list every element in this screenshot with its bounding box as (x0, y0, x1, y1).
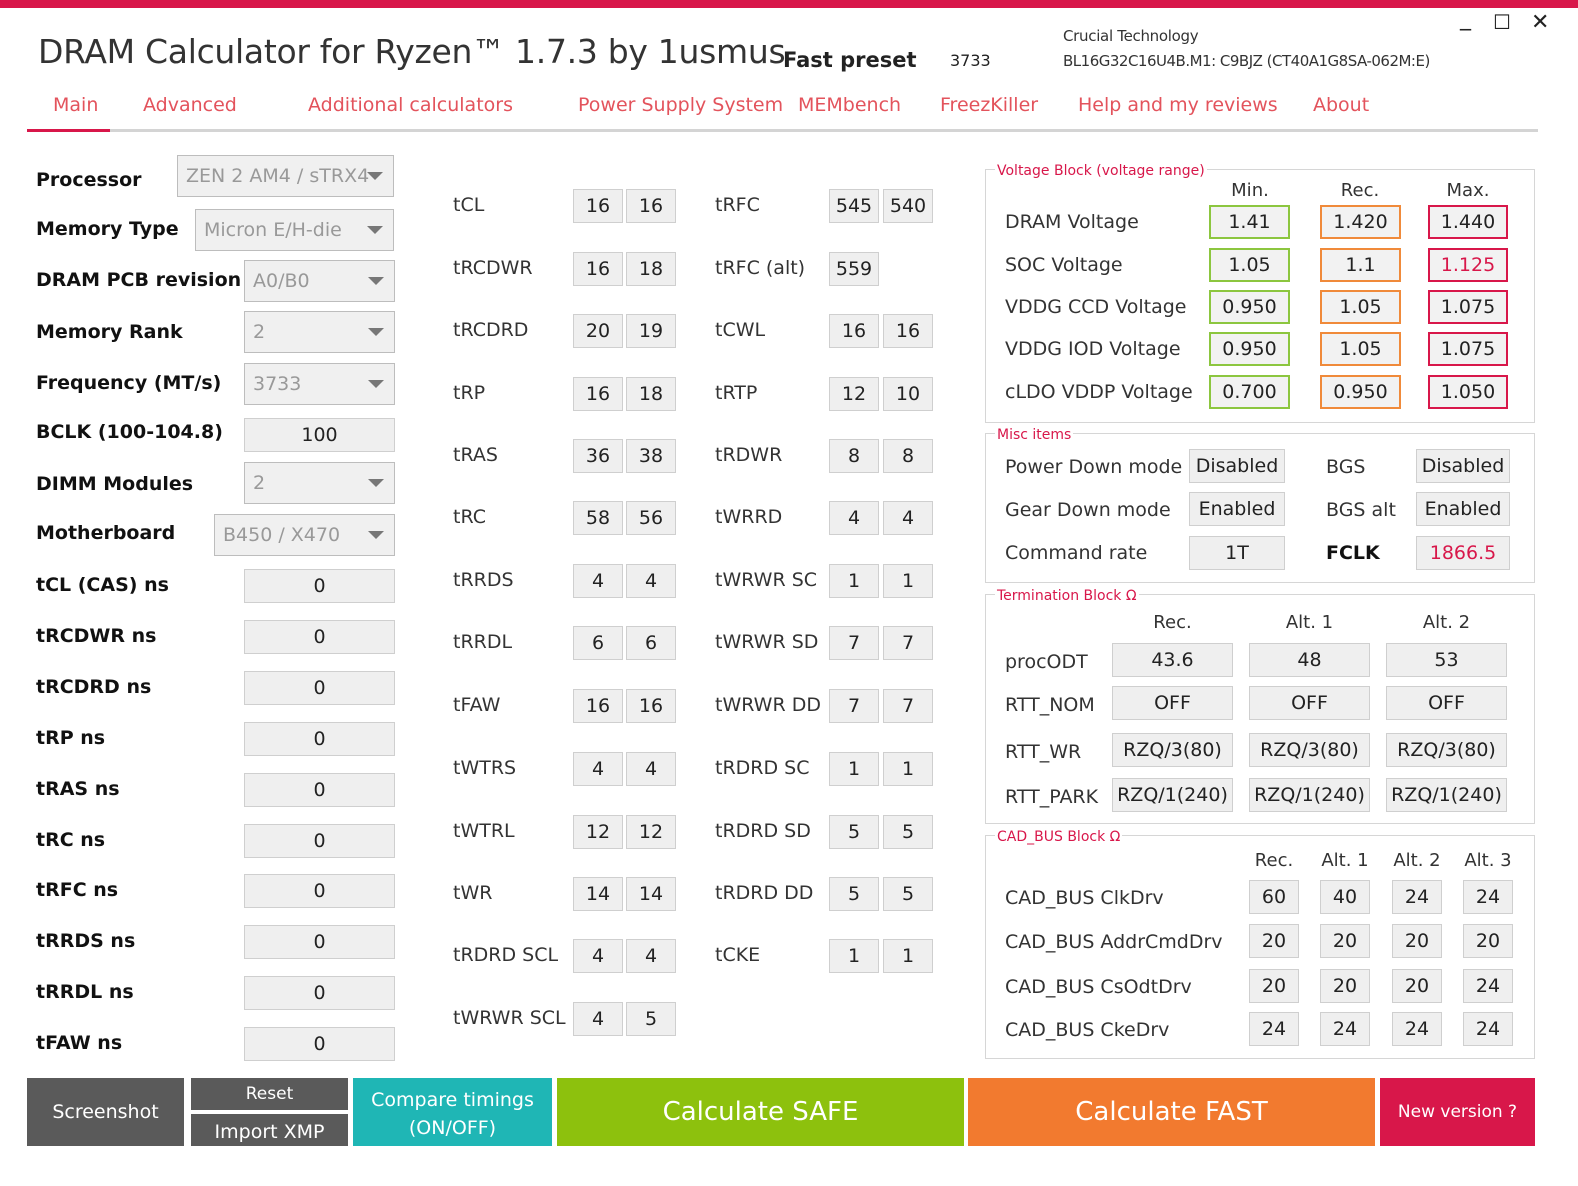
cad-bus-ckedrv-value-1: 24 (1320, 1012, 1370, 1046)
timing-label-twr: tWR (453, 882, 493, 904)
cadbus-block-title: CAD_BUS Block Ω (997, 829, 1121, 845)
timing-value-twrwr-sd-a[interactable]: 7 (829, 626, 879, 660)
timing-value-trdrd-sd-b[interactable]: 5 (883, 815, 933, 849)
processor-select[interactable] (177, 155, 394, 197)
timing-value-trdwr-a[interactable]: 8 (829, 439, 879, 473)
timing-value-tcke-a[interactable]: 1 (829, 939, 879, 973)
voltage-block-title: Voltage Block (voltage range) (997, 163, 1205, 179)
rtt-wr-label: RTT_WR (1005, 741, 1082, 763)
gear-down-label: Gear Down mode (1005, 499, 1171, 521)
timing-value-trc-b[interactable]: 56 (626, 501, 676, 535)
cadbus-header-rec: Rec. (1254, 850, 1294, 871)
timing-value-twrwr-scl-a[interactable]: 4 (573, 1002, 623, 1036)
timing-value-trcdwr-a[interactable]: 16 (573, 252, 623, 286)
vddg-iod-voltage-min: 0.950 (1209, 332, 1290, 366)
cad-bus-csodtdrv-label: CAD_BUS CsOdtDrv (1005, 976, 1192, 998)
close-button[interactable]: ✕ (1531, 10, 1550, 35)
dimm-modules-select[interactable] (244, 462, 395, 504)
rtt-park-value-1: RZQ/1(240) (1249, 778, 1370, 812)
memory-type-label: Memory Type (36, 218, 179, 240)
timing-value-trfc-a[interactable]: 545 (829, 189, 879, 223)
timing-value-trcdrd-b[interactable]: 19 (626, 314, 676, 348)
timing-value-tras-a[interactable]: 36 (573, 439, 623, 473)
timing-value-trrds-a[interactable]: 4 (573, 564, 623, 598)
timing-value-trrdl-a[interactable]: 6 (573, 626, 623, 660)
timing-label-tcl: tCL (453, 194, 485, 216)
memory-rank-value: 2 (253, 321, 266, 343)
timing-value-twrwr-sd-b[interactable]: 7 (883, 626, 933, 660)
tab-help-reviews[interactable]: Help and my reviews (1078, 94, 1278, 116)
timing-value-twrwr-dd-b[interactable]: 7 (883, 689, 933, 723)
app-title: DRAM Calculator for Ryzen™ 1.7.3 by 1usmus (38, 32, 786, 71)
voltage-header-min: Min. (1231, 180, 1269, 201)
termination-header-alt1: Alt. 1 (1285, 612, 1334, 633)
timing-value-trcdrd-a[interactable]: 20 (573, 314, 623, 348)
cad-bus-clkdrv-value-0: 60 (1249, 880, 1299, 914)
timing-value-trdrd-sd-a[interactable]: 5 (829, 815, 879, 849)
compare-timings-button[interactable] (353, 1078, 552, 1146)
memory-type-value: Micron E/H-die (204, 219, 342, 241)
cldo-vddp-voltage-rec: 0.950 (1320, 375, 1401, 409)
cad-bus-addrcmddrv-label: CAD_BUS AddrCmdDrv (1005, 931, 1223, 953)
tab-additional-calculators[interactable]: Additional calculators (308, 94, 513, 116)
timing-value-trtp-b[interactable]: 10 (883, 377, 933, 411)
timing-label-twrwr-sc: tWRWR SC (715, 569, 818, 591)
compare-timings-label: Compare timings (371, 1089, 534, 1111)
timing-value-tfaw-a[interactable]: 16 (573, 689, 623, 723)
timing-value-twrrd-a[interactable]: 4 (829, 501, 879, 535)
cldo-vddp-voltage-label: cLDO VDDP Voltage (1005, 381, 1193, 403)
timing-value-trdrd-dd-b[interactable]: 5 (883, 877, 933, 911)
processor-label: Processor (36, 169, 142, 191)
tab-freezkiller[interactable]: FreezKiller (940, 94, 1039, 116)
tras-ns-label: tRAS ns (36, 778, 120, 800)
timing-value-tras-b[interactable]: 38 (626, 439, 676, 473)
timing-value-trfc-b[interactable]: 540 (883, 189, 933, 223)
timing-value-twtrl-b[interactable]: 12 (626, 815, 676, 849)
soc-voltage-label: SOC Voltage (1005, 254, 1123, 276)
cad-bus-addrcmddrv-value-1: 20 (1320, 924, 1370, 958)
tab-advanced[interactable]: Advanced (143, 94, 237, 116)
timing-value-twtrs-b[interactable]: 4 (626, 752, 676, 786)
pcb-revision-value: A0/B0 (253, 270, 310, 292)
timing-label-twtrs: tWTRS (453, 757, 517, 779)
timing-value-trc-a[interactable]: 58 (573, 501, 623, 535)
minimize-button[interactable]: _ (1460, 6, 1471, 31)
chevron-down-icon (368, 277, 384, 285)
fclk-label: FCLK (1326, 542, 1380, 564)
motherboard-select[interactable] (214, 514, 395, 556)
trcdwr-ns-label: tRCDWR ns (36, 625, 157, 647)
cad-bus-ckedrv-value-2: 24 (1392, 1012, 1442, 1046)
timing-value-trtp-a[interactable]: 12 (829, 377, 879, 411)
trc-ns-label: tRC ns (36, 829, 106, 851)
frequency-value: 3733 (253, 373, 302, 395)
timing-label-trdrd-sd: tRDRD SD (715, 820, 811, 842)
cad-bus-clkdrv-label: CAD_BUS ClkDrv (1005, 887, 1164, 909)
trrds-ns-input[interactable]: 0 (244, 925, 395, 959)
trc-ns-input[interactable]: 0 (244, 824, 395, 858)
rtt-nom-value-1: OFF (1249, 686, 1370, 720)
timing-label-trdrd-dd: tRDRD DD (715, 882, 814, 904)
memory-rank-label: Memory Rank (36, 321, 183, 343)
cadbus-header-alt2: Alt. 2 (1393, 850, 1441, 871)
timing-label-tras: tRAS (453, 444, 498, 466)
vddg-iod-voltage-max: 1.075 (1428, 332, 1508, 366)
cad-bus-ckedrv-value-3: 24 (1463, 1012, 1513, 1046)
timing-value-twtrl-a[interactable]: 12 (573, 815, 623, 849)
timing-label-trcdrd: tRCDRD (453, 319, 529, 341)
dram-voltage-label: DRAM Voltage (1005, 211, 1139, 233)
gear-down-value: Enabled (1189, 492, 1285, 526)
rtt-wr-value-0: RZQ/3(80) (1112, 733, 1233, 767)
vddg-ccd-voltage-label: VDDG CCD Voltage (1005, 296, 1187, 318)
chevron-down-icon (368, 479, 384, 487)
compare-timings-sublabel: (ON/OFF) (408, 1117, 497, 1139)
trfc-ns-label: tRFC ns (36, 879, 119, 901)
cldo-vddp-voltage-max: 1.050 (1428, 375, 1508, 409)
dram-voltage-min: 1.41 (1209, 205, 1290, 239)
timing-value-trcdwr-b[interactable]: 18 (626, 252, 676, 286)
timing-value-trdrd-scl-b[interactable]: 4 (626, 939, 676, 973)
timing-label-trrdl: tRRDL (453, 631, 513, 653)
timing-value-tcwl-b[interactable]: 16 (883, 314, 933, 348)
procodt-value-2: 53 (1386, 643, 1507, 677)
vddg-ccd-voltage-min: 0.950 (1209, 290, 1290, 324)
timing-label-trc: tRC (453, 506, 486, 528)
timing-label-trdwr: tRDWR (715, 444, 783, 466)
timing-value-twrwr-sc-a[interactable]: 1 (829, 564, 879, 598)
motherboard-label: Motherboard (36, 522, 176, 544)
tab-main[interactable]: Main (53, 94, 99, 116)
active-tab-indicator (27, 129, 110, 132)
trfc-ns-input[interactable]: 0 (244, 874, 395, 908)
reset-button[interactable]: Reset (191, 1078, 348, 1110)
bgs-alt-label: BGS alt (1326, 499, 1396, 521)
dimm-modules-value: 2 (253, 472, 266, 494)
cad-bus-ckedrv-label: CAD_BUS CkeDrv (1005, 1019, 1170, 1041)
timing-value-twrwr-dd-a[interactable]: 7 (829, 689, 879, 723)
trcdwr-ns-input[interactable]: 0 (244, 620, 395, 654)
timing-value-trp-b[interactable]: 18 (626, 377, 676, 411)
timing-value-twtrs-a[interactable]: 4 (573, 752, 623, 786)
rtt-nom-value-0: OFF (1112, 686, 1233, 720)
vddg-ccd-voltage-max: 1.075 (1428, 290, 1508, 324)
bgs-label: BGS (1326, 456, 1366, 478)
screenshot-button[interactable]: Screenshot (27, 1078, 184, 1146)
chevron-down-icon (368, 328, 384, 336)
rtt-nom-value-2: OFF (1386, 686, 1507, 720)
timing-value-twr-a[interactable]: 14 (573, 877, 623, 911)
timing-value-twr-b[interactable]: 14 (626, 877, 676, 911)
timing-value-tfaw-b[interactable]: 16 (626, 689, 676, 723)
tab-power-supply-system[interactable]: Power Supply System (578, 94, 784, 116)
menu-divider (27, 129, 1538, 132)
timing-label-twrwr-scl: tWRWR SCL (453, 1007, 566, 1029)
memory-vendor: Crucial Technology (1063, 27, 1199, 45)
trrds-ns-label: tRRDS ns (36, 930, 136, 952)
preset-label: Fast preset (783, 48, 917, 72)
timing-value-trdwr-b[interactable]: 8 (883, 439, 933, 473)
import-xmp-button[interactable]: Import XMP (191, 1114, 348, 1146)
new-version-button[interactable]: New version ? (1380, 1078, 1535, 1146)
cad-bus-csodtdrv-value-2: 20 (1392, 969, 1442, 1003)
cad-bus-addrcmddrv-value-0: 20 (1249, 924, 1299, 958)
rtt-park-label: RTT_PARK (1005, 786, 1099, 808)
timing-value-trdrd-sc-b[interactable]: 1 (883, 752, 933, 786)
tfaw-ns-input[interactable]: 0 (244, 1027, 395, 1061)
termination-header-alt2: Alt. 2 (1422, 612, 1471, 633)
timing-value-trdrd-sc-a[interactable]: 1 (829, 752, 879, 786)
cad-bus-ckedrv-value-0: 24 (1249, 1012, 1299, 1046)
timing-value-trrdl-b[interactable]: 6 (626, 626, 676, 660)
rtt-park-value-0: RZQ/1(240) (1112, 778, 1233, 812)
memory-rank-select[interactable] (244, 311, 395, 353)
dimm-modules-label: DIMM Modules (36, 473, 194, 495)
trp-ns-label: tRP ns (36, 727, 106, 749)
timing-label-tcwl: tCWL (715, 319, 766, 341)
termination-block-title: Termination Block Ω (997, 588, 1137, 604)
timing-label-trrds: tRRDS (453, 569, 514, 591)
tfaw-ns-label: tFAW ns (36, 1032, 123, 1054)
timing-value-tcl-b[interactable]: 16 (626, 189, 676, 223)
tab-about[interactable]: About (1313, 94, 1370, 116)
timing-label-trtp: tRTP (715, 382, 758, 404)
pcb-revision-label: DRAM PCB revision (36, 269, 242, 291)
soc-voltage-rec: 1.1 (1320, 248, 1401, 282)
timing-label-twrrd: tWRRD (715, 506, 783, 528)
power-down-value: Disabled (1189, 449, 1285, 483)
tras-ns-input[interactable]: 0 (244, 773, 395, 807)
cad-bus-csodtdrv-value-1: 20 (1320, 969, 1370, 1003)
timing-value-twrrd-b[interactable]: 4 (883, 501, 933, 535)
cadbus-header-alt3: Alt. 3 (1464, 850, 1512, 871)
cad-bus-clkdrv-value-2: 24 (1392, 880, 1442, 914)
maximize-button[interactable]: ☐ (1493, 10, 1511, 34)
timing-label-tcke: tCKE (715, 944, 761, 966)
chevron-down-icon (367, 226, 383, 234)
termination-header-rec: Rec. (1153, 612, 1192, 633)
tcl-cas-ns-input[interactable]: 0 (244, 569, 395, 603)
timing-value-trfc-alt-a[interactable]: 559 (829, 252, 879, 286)
cadbus-header-alt1: Alt. 1 (1321, 850, 1369, 871)
timing-value-tcwl-a[interactable]: 16 (829, 314, 879, 348)
timing-value-trdrd-scl-a[interactable]: 4 (573, 939, 623, 973)
memory-type-select[interactable] (195, 209, 394, 251)
timing-label-twrwr-dd: tWRWR DD (715, 694, 821, 716)
trcdrd-ns-label: tRCDRD ns (36, 676, 152, 698)
timing-label-trfc: tRFC (715, 194, 760, 216)
timing-label-trdrd-scl: tRDRD SCL (453, 944, 559, 966)
misc-block-title: Misc items (997, 427, 1072, 443)
cad-bus-clkdrv-value-1: 40 (1320, 880, 1370, 914)
command-rate-value: 1T (1189, 536, 1285, 570)
timing-value-trp-a[interactable]: 16 (573, 377, 623, 411)
calculate-safe-button[interactable]: Calculate SAFE (557, 1078, 964, 1146)
cldo-vddp-voltage-min: 0.700 (1209, 375, 1290, 409)
frequency-select[interactable] (244, 363, 395, 405)
calculate-fast-button[interactable]: Calculate FAST (968, 1078, 1375, 1146)
soc-voltage-max: 1.125 (1428, 248, 1508, 282)
cad-bus-csodtdrv-value-3: 24 (1463, 969, 1513, 1003)
trrdl-ns-input[interactable]: 0 (244, 976, 395, 1010)
soc-voltage-min: 1.05 (1209, 248, 1290, 282)
tab-membench[interactable]: MEMbench (798, 94, 902, 116)
timing-label-twrwr-sd: tWRWR SD (715, 631, 819, 653)
chevron-down-icon (368, 380, 384, 388)
voltage-header-rec: Rec. (1340, 180, 1380, 201)
bgs-alt-value: Enabled (1416, 492, 1510, 526)
frequency-label: Frequency (MT/s) (36, 372, 222, 394)
procodt-value-1: 48 (1249, 643, 1370, 677)
rtt-wr-value-2: RZQ/3(80) (1386, 733, 1507, 767)
cad-bus-addrcmddrv-value-2: 20 (1392, 924, 1442, 958)
bclk-input[interactable]: 100 (244, 418, 395, 452)
timing-value-trdrd-dd-a[interactable]: 5 (829, 877, 879, 911)
bgs-value: Disabled (1416, 449, 1510, 483)
trcdrd-ns-input[interactable]: 0 (244, 671, 395, 705)
pcb-revision-select[interactable] (244, 260, 395, 302)
cad-bus-clkdrv-value-3: 24 (1463, 880, 1513, 914)
chevron-down-icon (368, 531, 384, 539)
processor-value: ZEN 2 AM4 / sTRX4 (186, 165, 370, 187)
header-frequency: 3733 (950, 51, 991, 70)
timing-label-trp: tRP (453, 382, 486, 404)
timing-label-trfc-alt: tRFC (alt) (715, 257, 806, 279)
vddg-ccd-voltage-rec: 1.05 (1320, 290, 1401, 324)
timing-label-tfaw: tFAW (453, 694, 501, 716)
rtt-park-value-2: RZQ/1(240) (1386, 778, 1507, 812)
timing-label-twtrl: tWTRL (453, 820, 515, 842)
tcl-cas-ns-label: tCL (CAS) ns (36, 574, 169, 596)
rtt-nom-label: RTT_NOM (1005, 694, 1095, 716)
motherboard-value: B450 / X470 (223, 524, 341, 546)
title-accent-bar (0, 0, 1578, 8)
vddg-iod-voltage-label: VDDG IOD Voltage (1005, 338, 1181, 360)
timing-value-tcke-b[interactable]: 1 (883, 939, 933, 973)
trrdl-ns-label: tRRDL ns (36, 981, 134, 1003)
trp-ns-input[interactable]: 0 (244, 722, 395, 756)
procodt-value-0: 43.6 (1112, 643, 1233, 677)
timing-label-trcdwr: tRCDWR (453, 257, 533, 279)
dram-voltage-rec: 1.420 (1320, 205, 1401, 239)
dram-voltage-max: 1.440 (1428, 205, 1508, 239)
cad-bus-csodtdrv-value-0: 20 (1249, 969, 1299, 1003)
vddg-iod-voltage-rec: 1.05 (1320, 332, 1401, 366)
timing-value-trrds-b[interactable]: 4 (626, 564, 676, 598)
timing-value-twrwr-sc-b[interactable]: 1 (883, 564, 933, 598)
chevron-down-icon (367, 172, 383, 180)
command-rate-label: Command rate (1005, 542, 1148, 564)
timing-value-twrwr-scl-b[interactable]: 5 (626, 1002, 676, 1036)
bclk-label: BCLK (100-104.8) (36, 421, 223, 443)
procodt-label: procODT (1005, 651, 1088, 673)
power-down-label: Power Down mode (1005, 456, 1183, 478)
voltage-header-max: Max. (1446, 180, 1490, 201)
rtt-wr-value-1: RZQ/3(80) (1249, 733, 1370, 767)
memory-part-number: BL16G32C16U4B.M1: C9BJZ (CT40A1G8SA-062M:E) (1063, 52, 1430, 70)
fclk-value: 1866.5 (1416, 536, 1510, 570)
timing-value-tcl-a[interactable]: 16 (573, 189, 623, 223)
cad-bus-addrcmddrv-value-3: 20 (1463, 924, 1513, 958)
timing-label-trdrd-sc: tRDRD SC (715, 757, 810, 779)
